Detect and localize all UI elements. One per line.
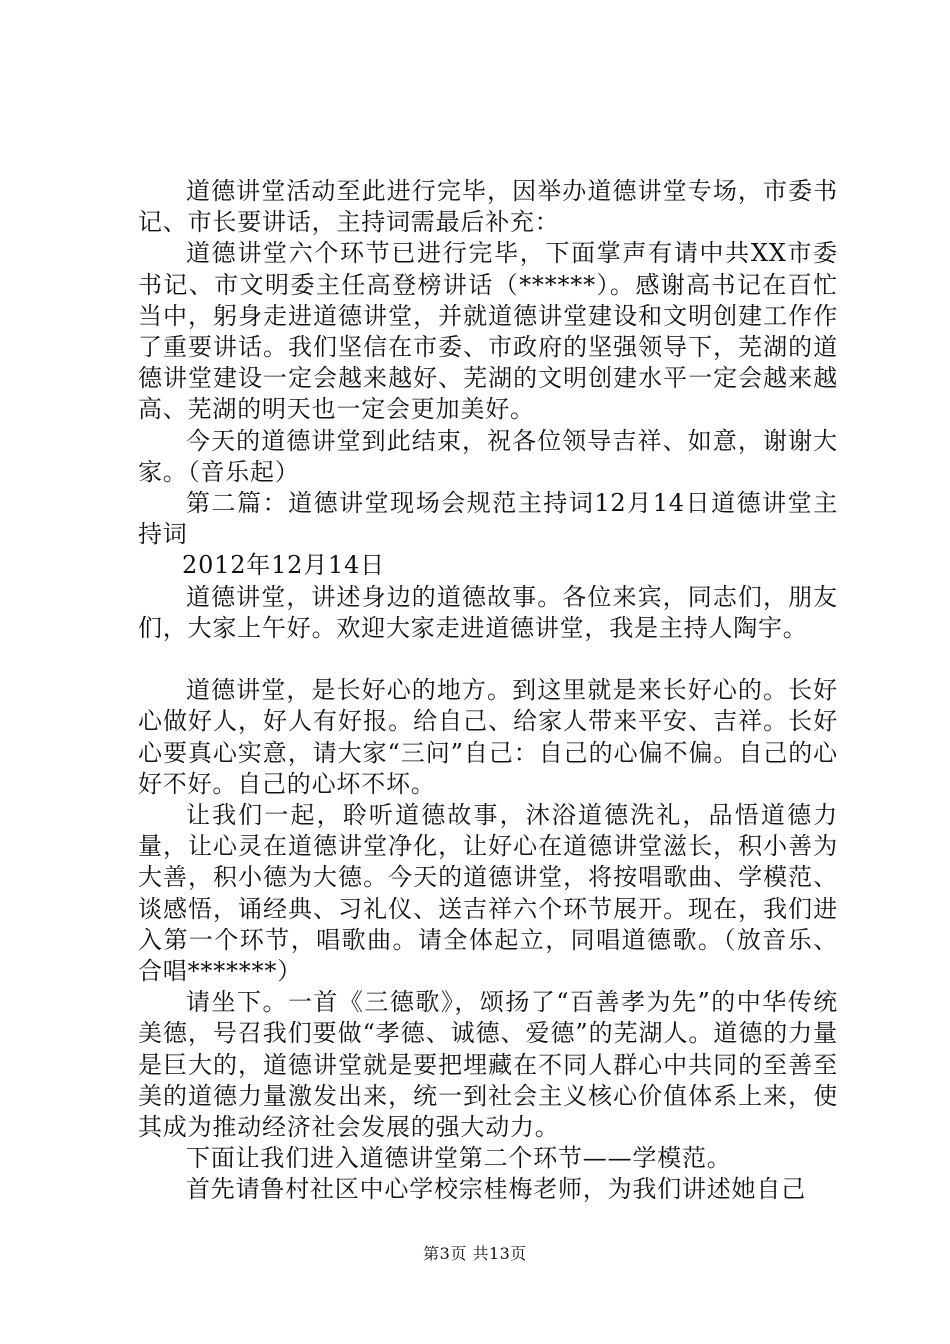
- document-body: [138, 176, 838, 1206]
- section-heading: 第二篇：道德讲堂现场会规范主持词12月14日道德讲堂主持词: [138, 489, 838, 549]
- blank-line: [138, 644, 838, 675]
- paragraph-first-speaker: 首先请鲁村社区中心学校宗桂梅老师，为我们讲述她自己: [186, 1175, 806, 1204]
- paragraph-ending: 今天的道德讲堂到此结束，祝各位领导吉祥、如意，谢谢大家。（音乐起）: [138, 426, 838, 486]
- paragraph-second-segment: 下面让我们进入道德讲堂第二个环节——学模范。: [186, 1144, 732, 1173]
- paragraph-three-virtues-song: 请坐下。一首《三德歌》，颂扬了“百善孝为先”的中华传统美德，号召我们要做“孝德、诚德、爱德”的芜湖人。道德的力量是巨大的，道德讲堂就是要把埋藏在不同人群心中共同的至善至美的道德力量激发出来，统一到社会主义核心价值体系上来，使其成为推动经济社会发展的强大动力。: [138, 988, 838, 1142]
- page-number-footer: 第3页 共13页: [423, 1244, 527, 1263]
- paragraph-welcome: 道德讲堂，讲述身边的道德故事。各位来宾，同志们，朋友们，大家上午好。欢迎大家走进道德讲堂，我是主持人陶宇。: [138, 582, 838, 642]
- paragraph-secretary-speech: 道德讲堂六个环节已进行完毕，下面掌声有请中共XX市委书记、市文明委主任高登榜讲话（******）。感谢高书记在百忙当中，躬身走进道德讲堂，并就道德讲堂建设和文明创建工作作了重要讲话。我们坚信在市委、市政府的坚强领导下，芜湖的道德讲堂建设一定会越来越好、芜湖的文明创建水平一定会越来越高、芜湖的明天也一定会更加美好。: [138, 239, 838, 424]
- paragraph-six-segments: 让我们一起，聆听道德故事，沐浴道德洗礼，品悟道德力量，让心灵在道德讲堂净化，让好心在道德讲堂滋长，积小善为大善，积小德为大德。今天的道德讲堂，将按唱歌曲、学模范、谈感悟，诵经典、习礼仪、送吉祥六个环节展开。现在，我们进入第一个环节，唱歌曲。请全体起立，同唱道德歌。（放音乐、合唱*******）: [138, 801, 838, 986]
- paragraph-closing-note: 道德讲堂活动至此进行完毕，因举办道德讲堂专场，市委书记、市长要讲话，主持词需最后补充：: [138, 177, 838, 237]
- section-date: 2012年12月14日: [182, 551, 385, 580]
- paragraph-good-heart: 道德讲堂，是长好心的地方。到这里就是来长好心的。长好心做好人，好人有好报。给自己、给家人带来平安、吉祥。长好心要真心实意，请大家“三问”自己：自己的心偏不偏。自己的心好不好。自己的心坏不坏。: [138, 676, 838, 798]
